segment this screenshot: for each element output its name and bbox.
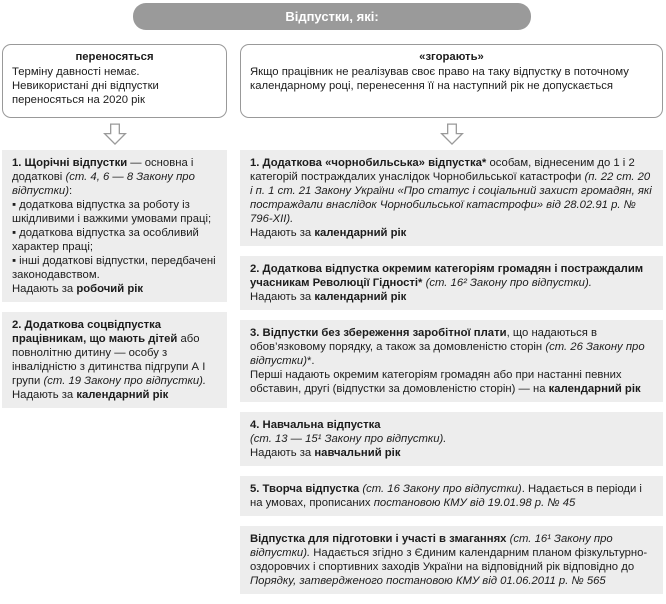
paragraph: Відпустка для підготовки і участі в змаганнях (ст. 16¹ Закону про відпустки). Надається згідно з Єдиним календарним планом фізкультурно-оздоровчих і спортивних заходів України на відповідний рік відповідно до Порядку, затвердженого постановою КМУ від 01.06.2011 р. № 565 (250, 533, 648, 587)
right-item-creative-vacation (240, 476, 663, 516)
paragraph: 2. Додаткова соцвідпустка працівникам, що мають дітей або повнолітню дитину — особу з інвалідністю з дитинства підгрупи А І групи (ст. 19 Закону про відпустки). (12, 319, 207, 387)
paragraph: (ст. 13 — 15¹ Закону про відпустки). (250, 433, 447, 445)
paragraph: 5. Творча відпустка (ст. 16 Закону про відпустки). Надається в періоди і на умовах, прописаних постановою КМУ від 19.01.98 р. № 45 (250, 483, 642, 509)
branch-columns (2, 44, 663, 604)
branch-expire (240, 44, 663, 604)
carry-over-box (2, 44, 227, 118)
paragraph: 1. Додаткова «чорнобильська» відпустка* особам, віднесеним до 1 і 2 категорій постраждалих унаслідок Чорнобильської катастрофи (п. 22 ст. 20 і п. 1 ст. 21 Закону України «Про статус і соціальний захист громадян, які постраждали внаслідок Чорнобильської катастрофи» від 28.02.91 р. № 796-XII). (250, 157, 652, 225)
expire-box (240, 44, 663, 118)
paragraph: ▪ інші додаткові відпустки, передбачені законодавством. (12, 255, 216, 281)
carry-over-title: переносяться (75, 51, 154, 63)
paragraph: ▪ додаткова відпустка за роботу із шкідливими і важкими умовами праці; (12, 199, 212, 225)
branch-carry-over (2, 44, 227, 418)
paragraph: Надають за календарний рік (250, 227, 407, 239)
right-item-chernobyl-vacation (240, 150, 663, 246)
diagram-title: Відпустки, які: (133, 3, 531, 30)
carry-over-body: Терміну давності немає. Невикористані дні відпустки переносяться на 2020 рік (12, 66, 159, 106)
paragraph: Надають за робочий рік (12, 283, 144, 295)
right-item-competitions-vacation (240, 526, 663, 594)
paragraph: Надають за календарний рік (250, 291, 407, 303)
down-arrow-icon (102, 122, 128, 147)
right-item-study-vacation (240, 412, 663, 466)
paragraph: 4. Навчальна відпустка (250, 419, 381, 431)
paragraph: 2. Додаткова відпустка окремим категоріям громадян і постраждалим учасникам Революції Гідності* (ст. 16² Закону про відпустки). (250, 263, 644, 289)
left-item-social-vacation (2, 312, 227, 408)
paragraph: ▪ додаткова відпустка за особливий характер праці; (12, 227, 199, 253)
expire-body: Якщо працівник не реалізував своє право на таку відпустку в поточному календарному році, перенесення її на наступний рік не допускається (250, 66, 629, 92)
down-arrow-icon (439, 122, 465, 147)
right-arrow-row (240, 118, 663, 150)
paragraph: Надають за календарний рік (12, 389, 169, 401)
left-arrow-row (2, 118, 227, 150)
paragraph: 3. Відпустки без збереження заробітної плати, що надаються в обов’язковому порядку, а також за домовленістю сторін (ст. 26 Закону про відпустки)*. (250, 327, 645, 367)
left-item-annual-vacations (2, 150, 227, 302)
right-item-dignity-revolution-vacation (240, 256, 663, 310)
expire-title: «згорають» (419, 51, 484, 63)
paragraph: 1. Щорічні відпустки — основна і додаткові (ст. 4, 6 — 8 Закону про відпустки): (12, 157, 195, 197)
paragraph: Надають за навчальний рік (250, 447, 401, 459)
paragraph: Перші надають окремим категоріям громадян або при настанні певних обставин, другі (відпустки за домовленістю сторін) — на календарний рік (250, 369, 641, 395)
right-item-unpaid-vacations (240, 320, 663, 402)
